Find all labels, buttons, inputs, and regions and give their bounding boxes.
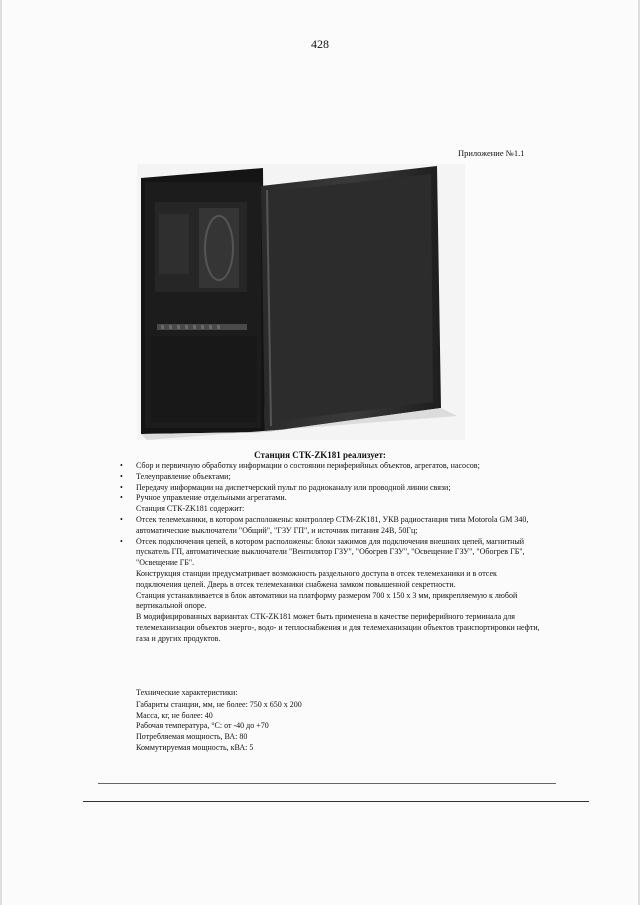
functions-list — [120, 461, 540, 504]
divider — [83, 801, 589, 802]
list-item: • Сбор и первичную обработку информации о состоянии периферийных объектов, агрегатов, насосов; — [120, 461, 540, 472]
station-cabinet-photo — [137, 164, 465, 440]
paragraph: Станция устанавливается в блок автоматики на платформу размером 700 х 150 х 3 мм, прикрепляемую к любой вертикальной опоре. — [136, 590, 518, 611]
page-number: 428 — [311, 37, 329, 51]
divider — [98, 783, 556, 784]
spec-row: Масса, кг, не более: 40 — [136, 710, 213, 720]
compartments-list — [120, 515, 540, 569]
specs-block — [136, 688, 302, 754]
specs-heading: Технические характеристики: — [136, 688, 238, 697]
list-item: • Отсек телемеханики, в котором расположены: контроллер СТМ-ZK181, УКВ радиостанция типа Motorola GM 340, автоматические выключатели "Общий", "ГЗУ ГП", и источник питания 24В, 50Гц; — [120, 515, 540, 537]
spec-row: Коммутируемая мощность, кВА: 5 — [136, 742, 254, 752]
section-title: Станция СТК-ZK181 реализует: — [254, 450, 386, 460]
paragraph: В модифицированных вариантах СТК-ZK181 может быть применена в качестве периферийного терминала для телемеханизации объектов энерго-, водо- и теплоснабжения и для телемеханизации объектов транспортировки нефти, газа и других продуктов. — [136, 612, 540, 643]
document-body — [120, 461, 540, 645]
spec-row: Рабочая температура, °С: от -40 до +70 — [136, 721, 269, 731]
paragraph: Конструкция станции предусматривает возможность раздельного доступа в отсек телемеханики и в отсек подключения цепей. Дверь в отсек телемеханики снабжена замком повышенной секретности. — [136, 568, 497, 589]
list-item: • Телеуправление объектами; — [120, 472, 540, 483]
list-item: • Отсек подключения цепей, в котором расположены: блоки зажимов для подключения внешних цепей, магнитный пускатель ГП, автоматические выключатели "Вентилятор ГЗУ", "Обогрев ГЗУ", "Освещение ГЗУ", "Обогрев ГБ", "Освещение ГБ". — [120, 537, 540, 569]
list-item: • Передачу информации на диспетчерский пульт по радиоканалу или проводной линии связи; — [120, 483, 540, 494]
appendix-label: Приложение №1.1 — [458, 148, 525, 158]
list-item: • Ручное управление отдельными агрегатами. — [120, 493, 540, 504]
contains-heading: Станция СТК-ZK181 содержит: — [136, 504, 245, 514]
spec-row: Габариты станции, мм, не более: 750 х 650 х 200 — [136, 699, 302, 709]
spec-row: Потребляемая мощность, ВА: 80 — [136, 732, 248, 742]
